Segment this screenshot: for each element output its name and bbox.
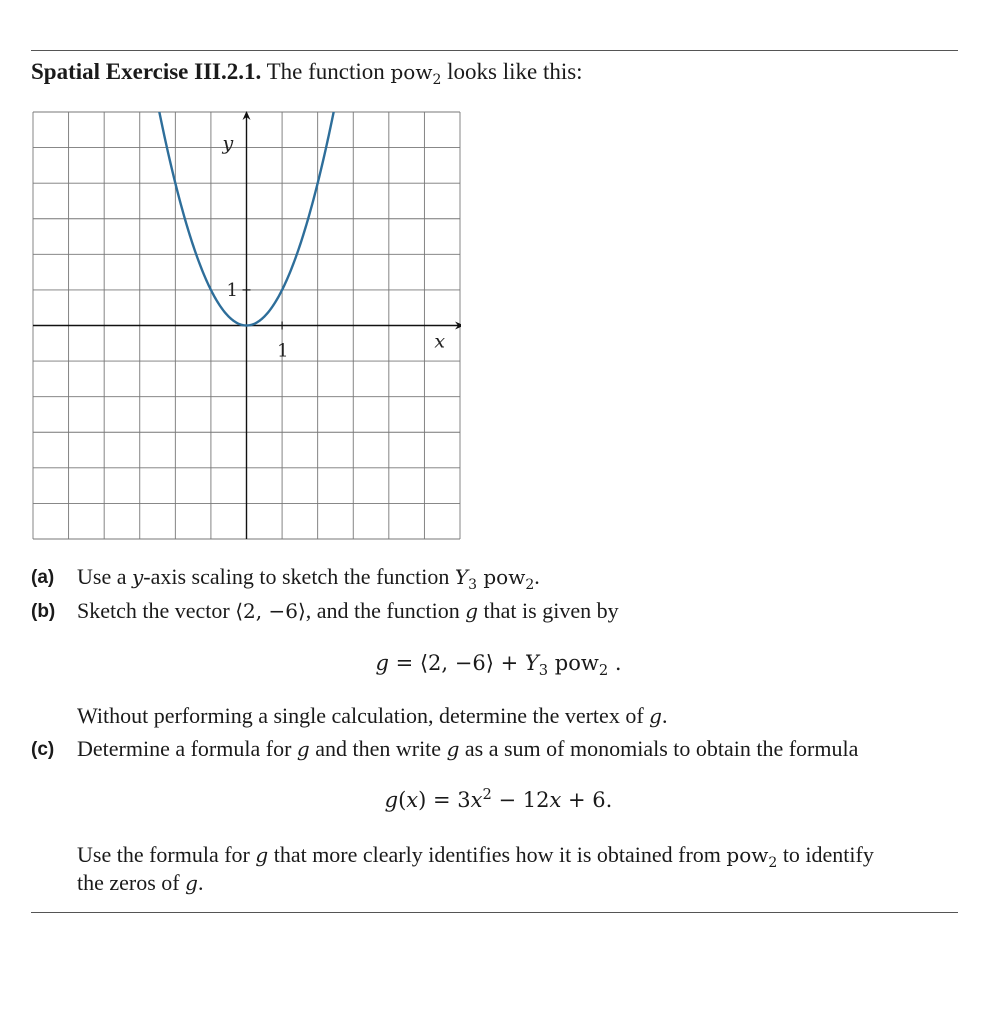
y-axis-label: y bbox=[222, 132, 234, 155]
intro-after: looks like this: bbox=[447, 59, 583, 84]
part-c-line2: the zeros of g. bbox=[77, 870, 204, 895]
part-b-equation: g = ⟨2, −6⟩ + $Y_3$ pow$_2$ . bbox=[375, 651, 622, 680]
intro-func: pow$_2$ bbox=[390, 60, 442, 88]
part-c-line1: Use the formula for g that more clearly identifies how it is obtained from pow$_2$ to identify bbox=[77, 842, 874, 871]
x-axis-label: x bbox=[434, 330, 446, 353]
y-tick-label: 1 bbox=[226, 279, 238, 301]
part-b-followup: Without performing a single calculation, determine the vertex of g. bbox=[77, 703, 668, 728]
part-b-text: Sketch the vector ⟨2, −6⟩, and the function g that is given by bbox=[77, 598, 619, 623]
part-c-label: (c) bbox=[31, 739, 55, 760]
x-tick-label: 1 bbox=[277, 340, 289, 362]
part-b-label: (b) bbox=[31, 601, 56, 622]
intro-before: The function bbox=[266, 59, 385, 84]
part-c-text: Determine a formula for g and then write g as a sum of monomials to obtain the formula bbox=[77, 736, 859, 761]
part-a-text: Use a y-axis scaling to sketch the function $Y_3$ pow$_2$. bbox=[77, 564, 540, 593]
part-a-label: (a) bbox=[31, 567, 55, 588]
parabola-graph bbox=[31, 110, 461, 541]
bottom-rule bbox=[31, 912, 958, 913]
part-c-equation: $g(x) = 3x^2 - 12x + 6$. bbox=[384, 785, 613, 812]
exercise-title: Spatial Exercise III.2.1. bbox=[31, 59, 262, 84]
exercise-heading bbox=[31, 59, 583, 88]
top-rule bbox=[31, 50, 958, 51]
